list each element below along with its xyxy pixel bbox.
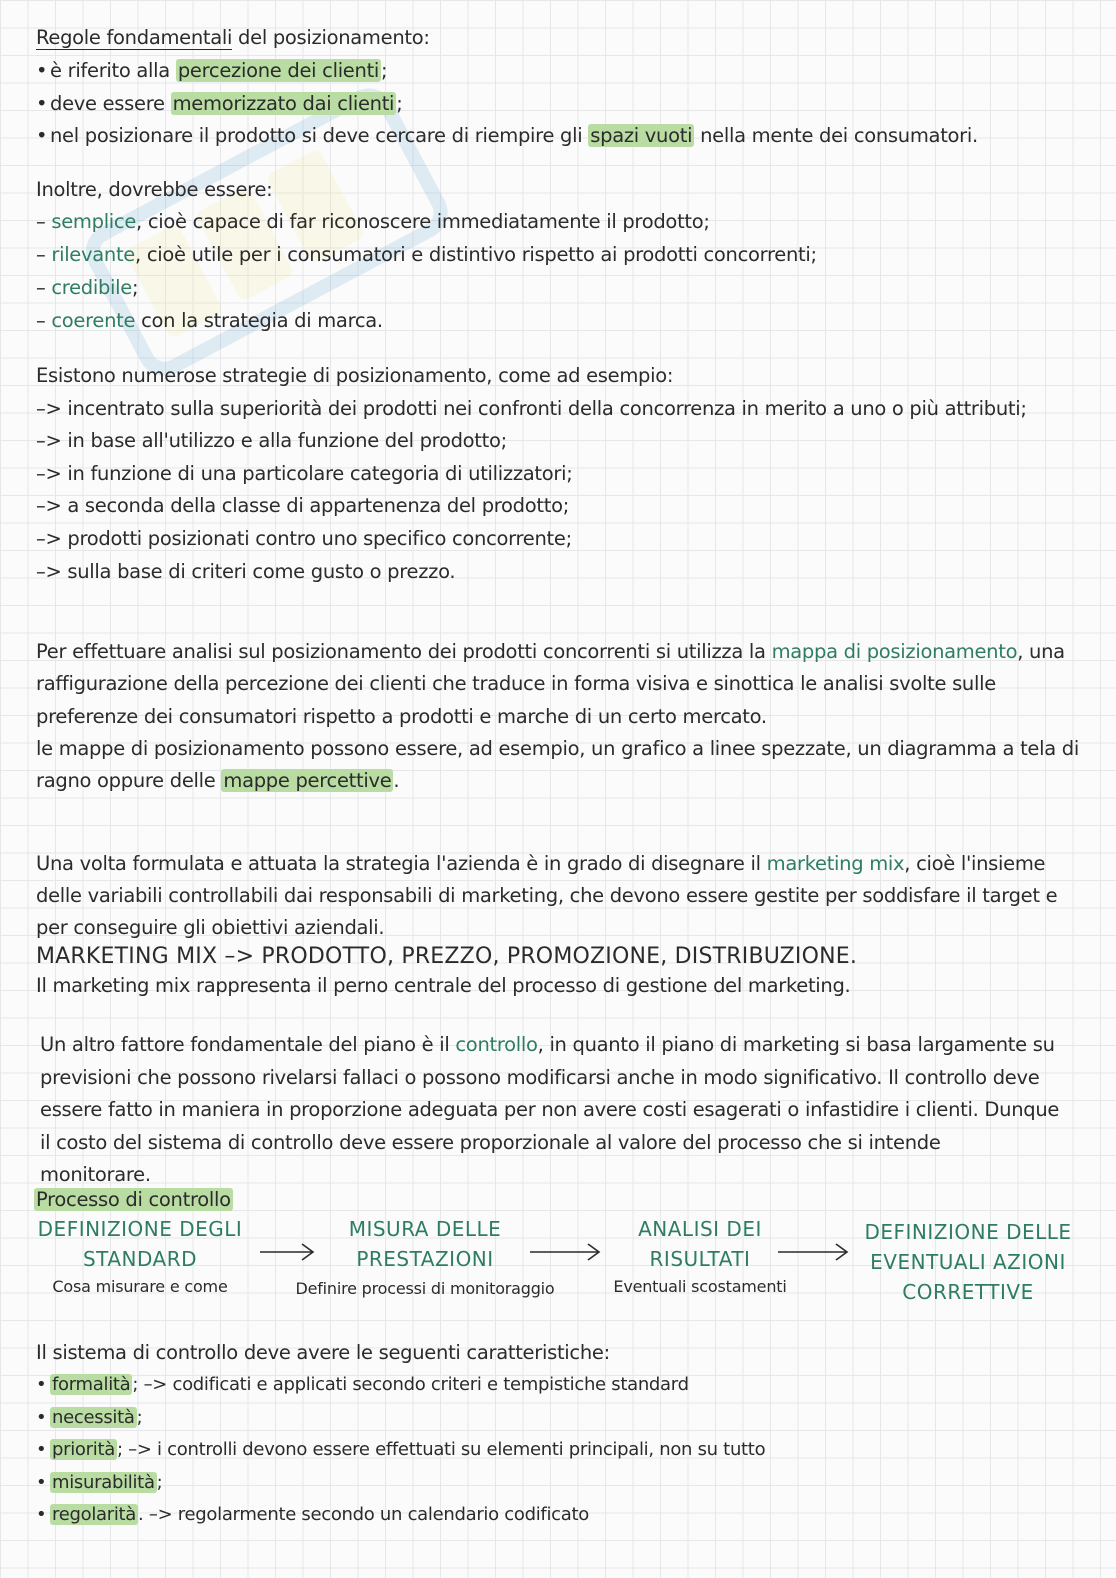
list-item: –> incentrato sulla superiorità dei prodotti nei confronti della concorrenza in merito a uno o più attributi; bbox=[36, 397, 1027, 420]
paragraph-line: Un altro fattore fondamentale del piano è il controllo, in quanto il piano di marketing si basa largamente su bbox=[40, 1033, 1055, 1056]
process-step-1-note: Cosa misurare e come bbox=[52, 1277, 228, 1296]
list-item: – semplice, cioè capace di far riconoscere immediatamente il prodotto; bbox=[36, 210, 710, 233]
paragraph-line: monitorare. bbox=[40, 1163, 151, 1186]
highlight: percezione dei clienti bbox=[177, 59, 380, 82]
list-item: –> in funzione di una particolare categoria di utilizzatori; bbox=[36, 462, 573, 485]
list-item: –> a seconda della classe di appartenenza del prodotto; bbox=[36, 494, 569, 517]
process-step-1: DEFINIZIONE DEGLI STANDARD bbox=[37, 1217, 243, 1271]
process-step-3-note: Eventuali scostamenti bbox=[613, 1277, 787, 1296]
paragraph-line: il costo del sistema di controllo deve essere proporzionale al valore del processo che si intende bbox=[40, 1131, 941, 1154]
list-item: –> prodotti posizionati contro uno specifico concorrente; bbox=[36, 527, 572, 550]
highlight: spazi vuoti bbox=[590, 124, 693, 147]
highlight: mappe percettive bbox=[223, 769, 392, 792]
list-item: • misurabilità ; bbox=[36, 1472, 163, 1493]
paragraph-line: delle variabili controllabili dai responsabili di marketing, che devono essere gestite per soddisfare il target e bbox=[36, 884, 1058, 907]
list-item: • formalità ; –> codificati e applicati secondo criteri e tempistiche standard bbox=[36, 1374, 689, 1395]
paragraph-line: essere fatto in maniera in proporzione adeguata per non avere costi esagerati o infastidire i clienti. Dunque bbox=[40, 1098, 1060, 1121]
list-item: –> sulla base di criteri come gusto o prezzo. bbox=[36, 560, 456, 583]
list-item: • deve essere memorizzato dai clienti ; bbox=[36, 92, 403, 115]
paragraph-line: previsioni che possono rivelarsi fallaci o possono modificarsi anche in modo significativo. Il controllo deve bbox=[40, 1066, 1040, 1089]
marketing-mix-line: MARKETING MIX –> PRODOTTO, PREZZO, PROMOZIONE, DISTRIBUZIONE. bbox=[36, 944, 858, 969]
process-step-2: MISURA DELLE PRESTAZIONI bbox=[348, 1217, 502, 1271]
paragraph-line: Per effettuare analisi sul posizionamento dei prodotti concorrenti si utilizza la mappa di posizionamento, una bbox=[36, 640, 1065, 663]
process-step-3: ANALISI DEI RISULTATI bbox=[638, 1217, 762, 1271]
list-item: • necessità ; bbox=[36, 1407, 143, 1428]
paragraph-intro: Il sistema di controllo deve avere le seguenti caratteristiche: bbox=[36, 1341, 610, 1364]
highlight: memorizzato dai clienti bbox=[172, 92, 395, 115]
process-title: Processo di controllo bbox=[36, 1188, 231, 1211]
list-item: • è riferito alla percezione dei clienti ; bbox=[36, 59, 388, 82]
arrow-right-icon bbox=[528, 1240, 604, 1264]
section-title-posizionamento: Regole fondamentali del posizionamento: bbox=[36, 26, 430, 49]
list-item: • priorità ; –> i controlli devono essere effettuati su elementi principali, non su tutto bbox=[36, 1439, 766, 1460]
paragraph-line: raffigurazione della percezione dei clienti che traduce in forma visiva e sinottica le analisi svolte sulle bbox=[36, 672, 996, 695]
paragraph-line: Il marketing mix rappresenta il perno centrale del processo di gestione del marketing. bbox=[36, 974, 851, 997]
paragraph-intro: Inoltre, dovrebbe essere: bbox=[36, 178, 273, 201]
process-step-4: DEFINIZIONE DELLE EVENTUALI AZIONI CORRETTIVE bbox=[864, 1220, 1072, 1304]
list-item: • nel posizionare il prodotto si deve cercare di riempire gli spazi vuoti nella mente dei consumatori. bbox=[36, 124, 978, 147]
arrow-right-icon bbox=[776, 1240, 852, 1264]
process-step-2-note: Definire processi di monitoraggio bbox=[295, 1279, 555, 1298]
paragraph-line: ragno oppure delle mappe percettive . bbox=[36, 769, 400, 792]
paragraph-line: per conseguire gli obiettivi aziendali. bbox=[36, 916, 385, 939]
list-item: –> in base all'utilizzo e alla funzione del prodotto; bbox=[36, 429, 507, 452]
list-item: • regolarità . –> regolarmente secondo un calendario codificato bbox=[36, 1504, 589, 1525]
paragraph-intro: Esistono numerose strategie di posizionamento, come ad esempio: bbox=[36, 364, 674, 387]
list-item: – rilevante, cioè utile per i consumatori e distintivo rispetto ai prodotti concorrenti; bbox=[36, 243, 817, 266]
list-item: – credibile; bbox=[36, 276, 139, 299]
paragraph-line: preferenze dei consumatori rispetto a prodotti e marche di un certo mercato. bbox=[36, 705, 767, 728]
paragraph-line: le mappe di posizionamento possono essere, ad esempio, un grafico a linee spezzate, un diagramma a tela di bbox=[36, 737, 1079, 760]
list-item: – coerente con la strategia di marca. bbox=[36, 309, 383, 332]
paragraph-line: Una volta formulata e attuata la strategia l'azienda è in grado di disegnare il marketing mix, cioè l'insieme bbox=[36, 852, 1046, 875]
